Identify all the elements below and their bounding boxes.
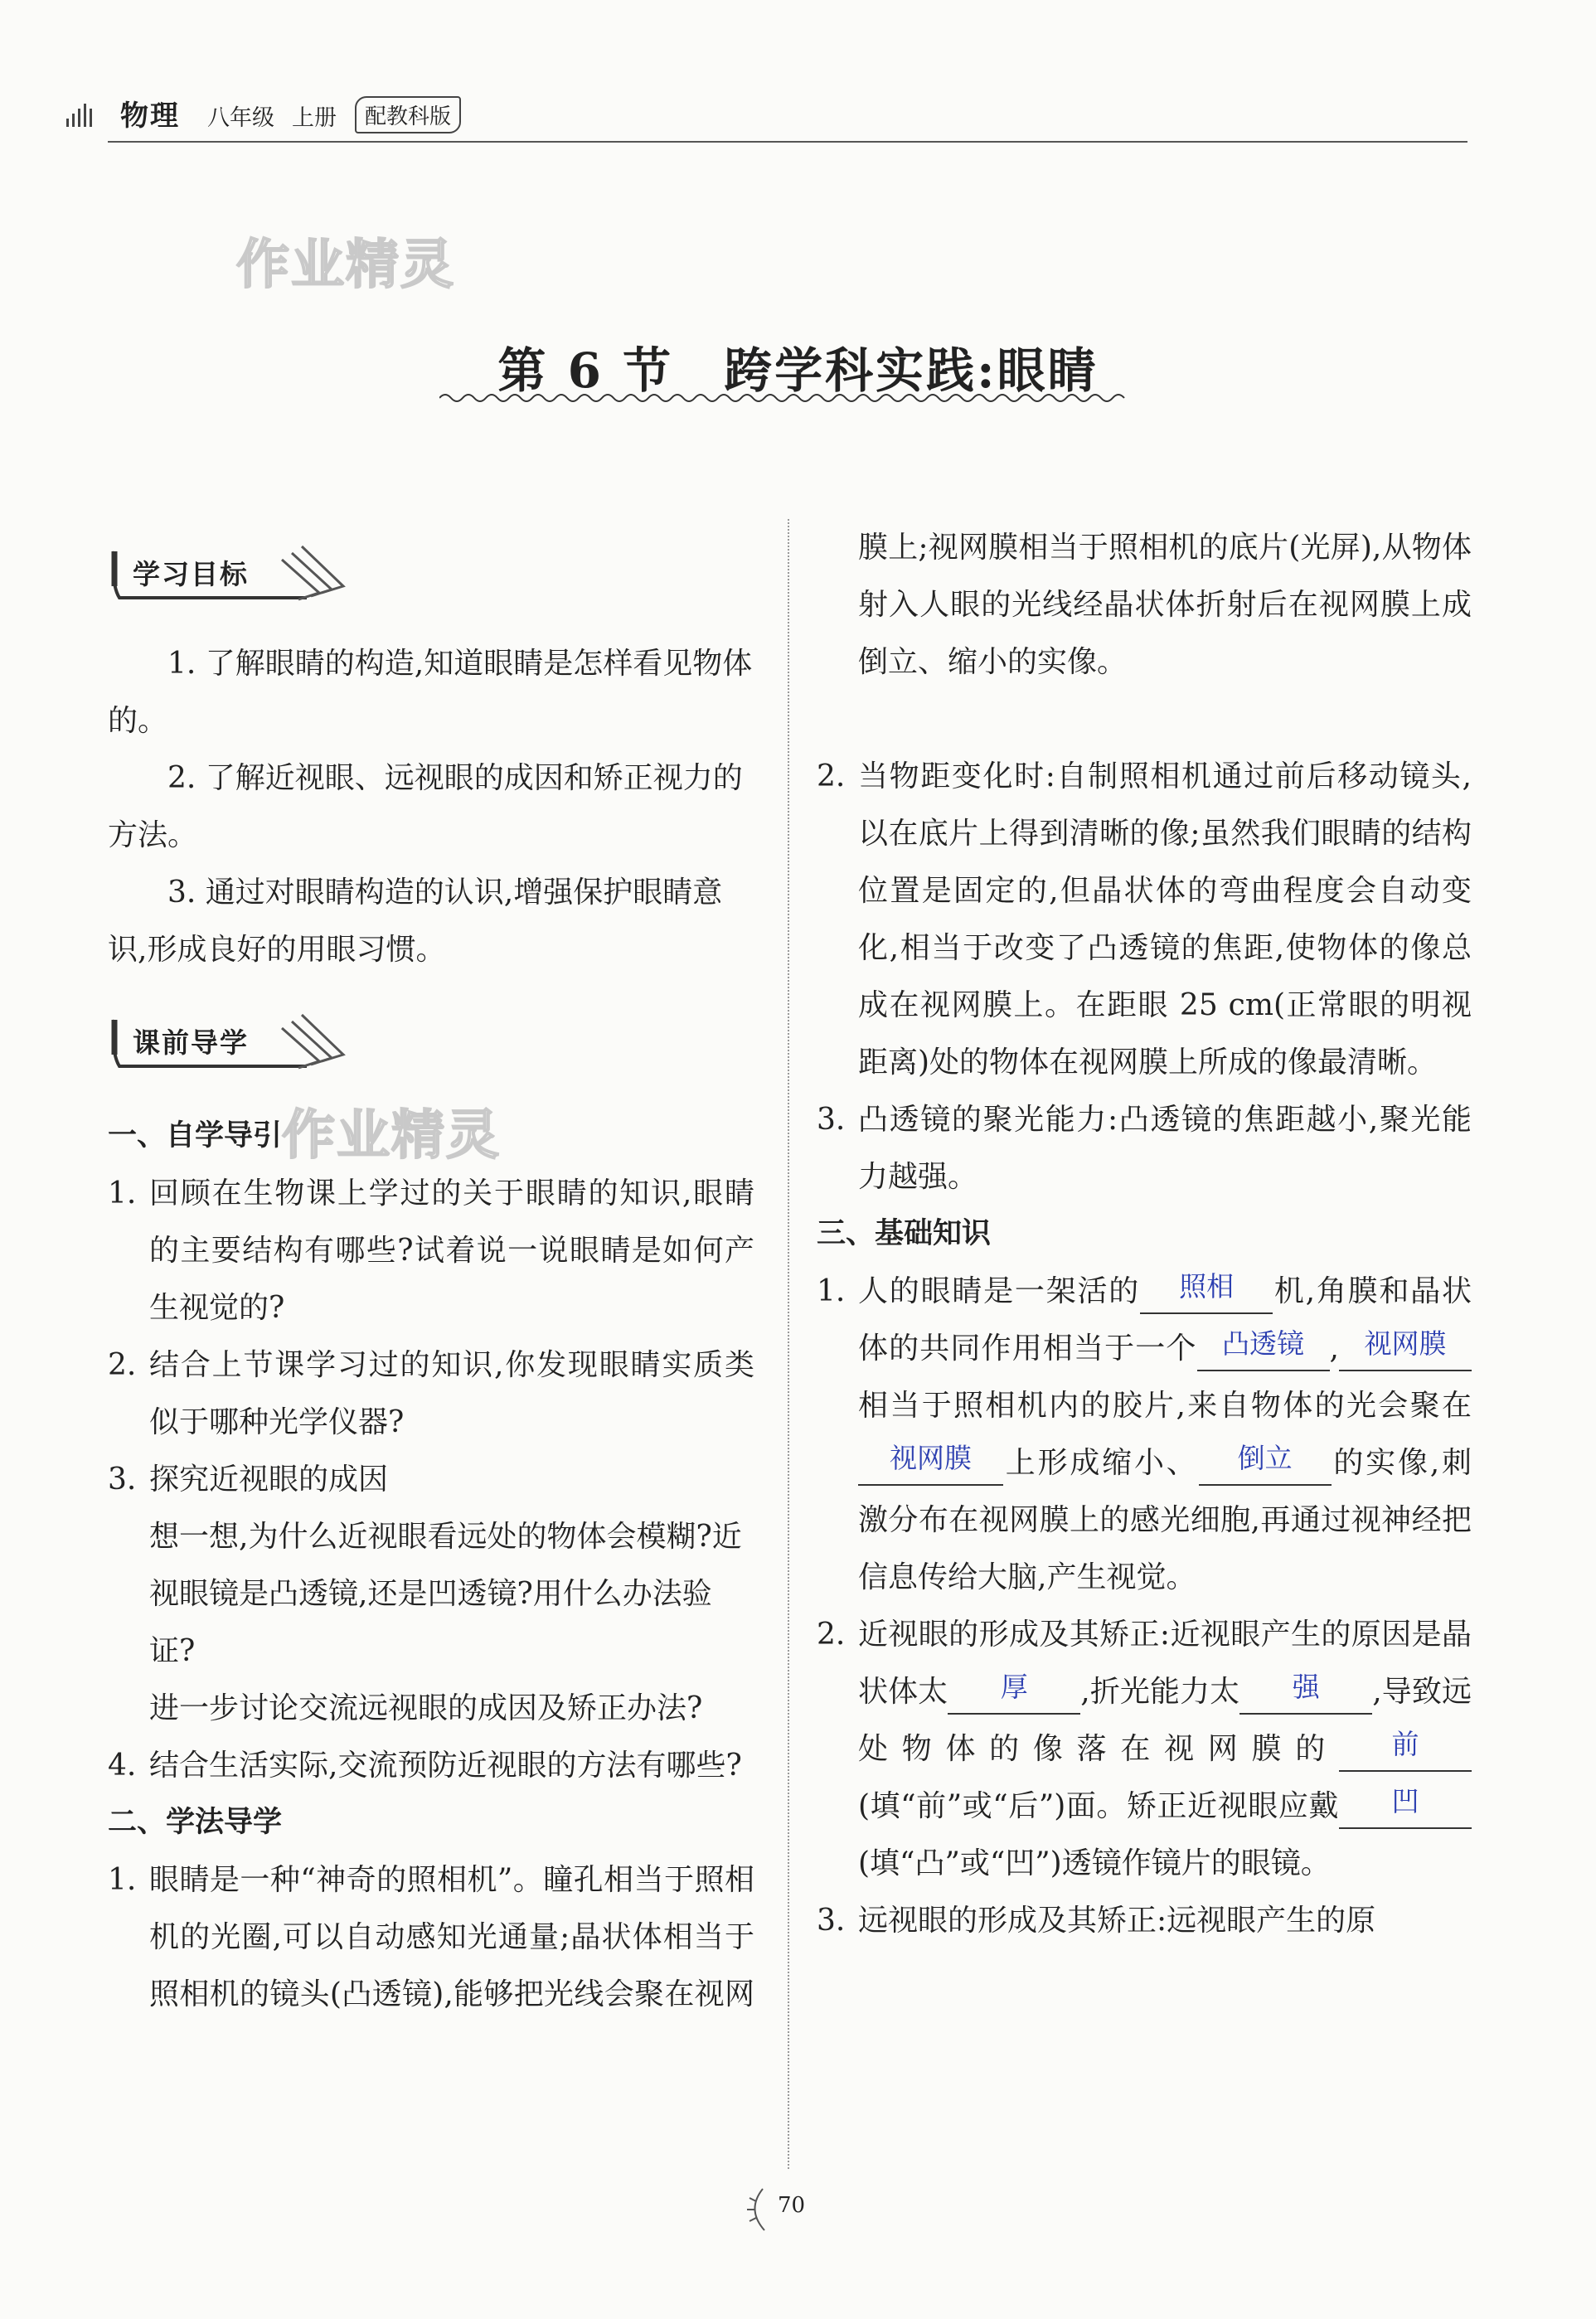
- list-item-continued: 膜上;视网膜相当于照相机的底片(光屏),从物体射入人眼的光线经晶状体折射后在视网膜上成倒立、缩小的实像。: [858, 531, 1472, 679]
- watermark: 作业精灵: [236, 235, 455, 296]
- preview-badge: [108, 1003, 348, 1078]
- badge-label: 学习目标: [133, 558, 249, 590]
- question-1: 1. 人的眼睛是一架活的 照相 机,角膜和晶状体的共同作用相当于一个 凸透镜 , 视网膜相当于照相机内的胶片,来自物体的光会聚在视网膜 上形成缩小、 倒立 的实像,刺激分布在视网膜上的感光细胞,再通过视神经把信息传给大脑,产生视觉。: [817, 1270, 1472, 1594]
- learning-goals-badge: [108, 535, 348, 609]
- list-item: 1. 回顾在生物课上学过的关于眼睛的知识,眼睛的主要结构有哪些?试着说一说眼睛是如何产生视觉的?: [108, 1176, 754, 1325]
- item-paragraph: 想一想,为什么近视眼看远处的物体会模糊?近视眼镜是凸透镜,还是凹透镜?用什么办法验证?: [149, 1520, 742, 1668]
- answer-blank[interactable]: 厚: [948, 1671, 1080, 1715]
- answer-blank[interactable]: 凹: [1339, 1786, 1472, 1829]
- answer-blank[interactable]: 凸透镜: [1197, 1328, 1330, 1371]
- item-paragraph: 进一步讨论交流远视眼的成因及矫正办法?: [149, 1691, 703, 1725]
- answer-blank[interactable]: 视网膜: [1339, 1328, 1472, 1371]
- answer-blank[interactable]: 视网膜: [858, 1443, 1003, 1486]
- answer-blank[interactable]: 倒立: [1199, 1443, 1332, 1486]
- goal-item: 2. 了解近视眼、远视眼的成因和矫正视力的方法。: [108, 761, 743, 852]
- goal-item: 3. 通过对眼睛构造的认识,增强保护眼睛意识,形成良好的用眼习惯。: [108, 876, 723, 967]
- section-heading: 二、学法导学: [108, 1806, 283, 1839]
- list-item: 2. 当物距变化时:自制照相机通过前后移动镜头,以在底片上得到清晰的像;虽然我们眼睛的结构位置是固定的,但晶状体的弯曲程度会自动变化,相当于改变了凸透镜的焦距,使物体的像总成在视网膜上。在距眼 25 cm(正常眼的明视距离)处的物体在视网膜上所成的像最清晰。: [817, 759, 1472, 1079]
- answer-blank[interactable]: 照相: [1140, 1271, 1273, 1314]
- badge-label: 课前导学: [133, 1026, 249, 1059]
- answer-blank[interactable]: 前: [1339, 1729, 1472, 1772]
- preview-right-column: [817, 519, 1472, 1949]
- title-underline: [439, 390, 1128, 406]
- page-title: 第 6 节 跨学科实践:眼睛: [497, 342, 1099, 399]
- learning-goals: [108, 635, 754, 978]
- goal-item: 1. 了解眼睛的构造,知道眼睛是怎样看见物体的。: [108, 647, 753, 738]
- question-2: 2. 近视眼的形成及其矫正:近视眼产生的原因是晶状体太 厚 ,折光能力太 强 ,导致远处物体的像落在视网膜的 前(填“前”或“后”)面。矫正近视眼应戴 凹(填“凸”或“凹”)透镜作镜片的眼镜。: [817, 1618, 1472, 1880]
- page-number: 70: [763, 2193, 790, 2218]
- header-grade: 八年级: [207, 105, 274, 131]
- section-heading: 一、自学导引: [108, 1119, 283, 1152]
- answer-blank[interactable]: 强: [1239, 1671, 1372, 1715]
- header-volume: 上册: [292, 105, 337, 131]
- list-item: 1. 眼睛是一种“神奇的照相机”。瞳孔相当于照相机的光圈,可以自动感知光通量;晶状体相当于照相机的镜头(凸透镜),能够把光线会聚在视网: [108, 1863, 754, 2011]
- watermark: 作业精灵: [282, 1105, 501, 1167]
- preview-left-column: [108, 1108, 754, 2023]
- list-item: 3. 凸透镜的聚光能力:凸透镜的焦距越小,聚光能力越强。: [817, 1103, 1472, 1194]
- list-item: 3. 探究近视眼的成因: [108, 1463, 389, 1497]
- column-divider: [788, 519, 789, 2169]
- header-decoration: [66, 104, 108, 129]
- section-heading: 三、基础知识: [817, 1217, 992, 1250]
- header-rule: [108, 141, 1467, 143]
- header-edition: 配教科版: [355, 96, 461, 133]
- question-3: 3. 远视眼的形成及其矫正:远视眼产生的原: [817, 1904, 1376, 1938]
- header-subject: 物理: [120, 99, 180, 133]
- list-item: 4. 结合生活实际,交流预防近视眼的方法有哪些?: [108, 1749, 742, 1783]
- list-item: 2. 结合上节课学习过的知识,你发现眼睛实质类似于哪种光学仪器?: [108, 1348, 754, 1439]
